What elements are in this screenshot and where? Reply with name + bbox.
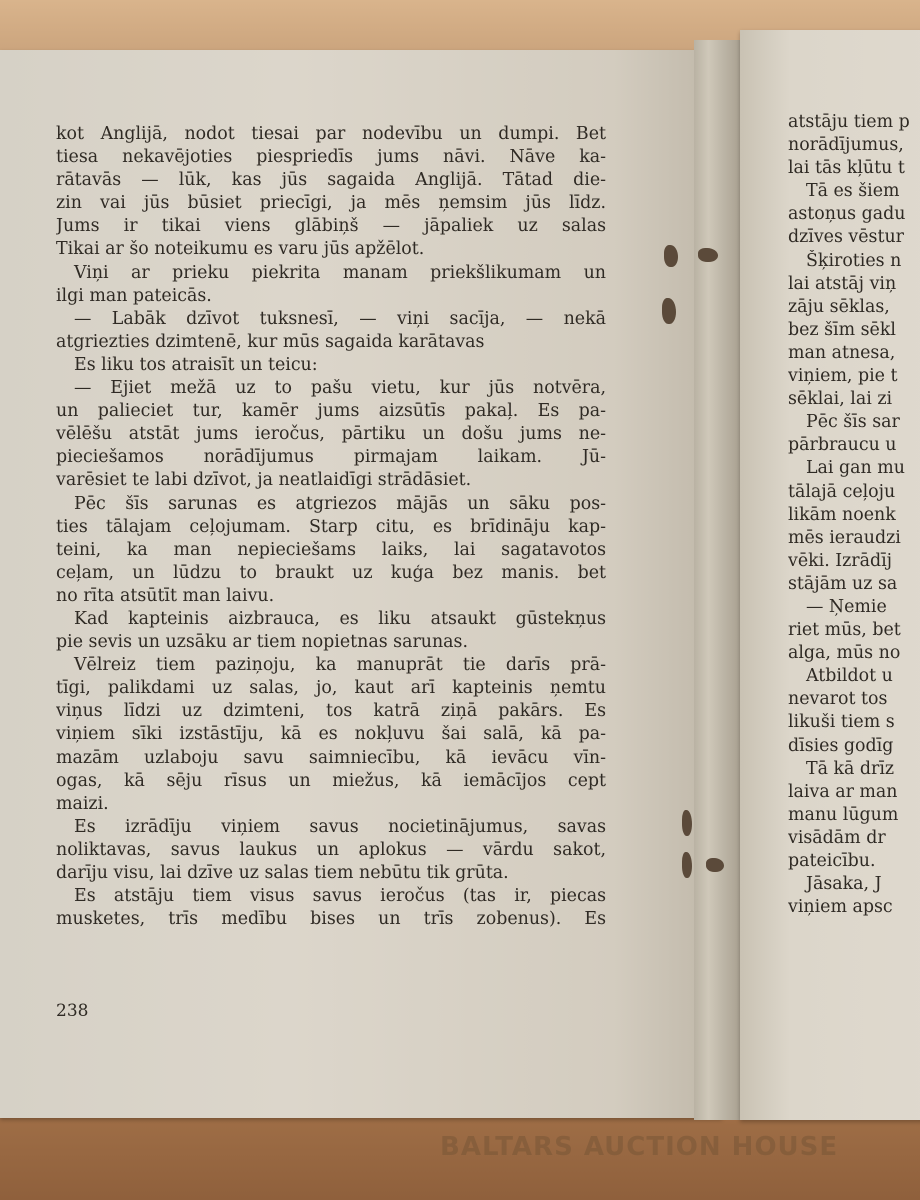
text-line: mazām uzlaboju savu saimniecību, kā ievācu vīn- bbox=[56, 747, 606, 768]
text-line: astoņus gadu bbox=[788, 204, 906, 225]
page-number: 238 bbox=[56, 1001, 89, 1021]
text-line: tiesa nekavējoties piespriedīs jums nāvi. Nāve ka- bbox=[56, 147, 606, 168]
text-line: Pēc šīs sarunas es atgriezos mājās un sāku pos- bbox=[74, 493, 606, 514]
text-line: ogas, kā sēju rīsus un miežus, kā iemācījos cept bbox=[56, 770, 606, 791]
book-spine-gutter bbox=[694, 40, 742, 1120]
text-line: vēlēšu atstāt jums ieročus, pārtiku un došu jums ne- bbox=[56, 424, 606, 445]
binding-tear bbox=[664, 245, 678, 267]
text-line: vēki. Izrādīj bbox=[788, 550, 893, 571]
text-line: Es izrādīju viņiem savus nocietinājumus, savas bbox=[74, 816, 606, 837]
text-line: viņus līdzi uz dzimteni, tos katrā ziņā pakārs. Es bbox=[56, 701, 606, 722]
text-line: pie sevis un uzsāku ar tiem nopietnas sarunas. bbox=[56, 632, 468, 653]
text-line: rātavās — lūk, kas jūs sagaida Anglijā. Tātad die- bbox=[56, 170, 606, 191]
binding-tear bbox=[698, 248, 718, 262]
text-line: dīsies godīg bbox=[788, 735, 894, 756]
text-line: zāju sēklas, bbox=[788, 296, 890, 317]
text-line: atstāju tiem p bbox=[788, 112, 910, 132]
text-line: kot Anglijā, nodot tiesai par nodevību un dumpi. Bet bbox=[56, 124, 606, 144]
binding-tear bbox=[682, 810, 692, 836]
text-line: — Labāk dzīvot tuksnesī, — viņi sacīja, — nekā bbox=[74, 308, 606, 329]
text-line: Es atstāju tiem visus savus ieročus (tas ir, piecas bbox=[74, 886, 606, 907]
text-line: teini, ka man nepieciešams laiks, lai sagatavotos bbox=[56, 539, 606, 560]
text-line: tālajā ceļoju bbox=[788, 481, 896, 502]
text-line: likuši tiem s bbox=[788, 712, 895, 733]
right-page-text bbox=[788, 111, 920, 919]
text-line: Šķiroties n bbox=[806, 250, 902, 271]
text-line: Kad kapteinis aizbrauca, es liku atsaukt gūstekņus bbox=[74, 608, 606, 629]
binding-tear bbox=[706, 858, 724, 872]
text-line: pieciešamos norādījumus pirmajam laikam. Jū- bbox=[56, 447, 606, 468]
text-line: tīgi, palikdami uz salas, jo, kaut arī kapteinis ņemtu bbox=[56, 678, 606, 699]
binding-tear bbox=[662, 298, 676, 324]
text-line: alga, mūs no bbox=[788, 643, 901, 664]
binding-tear bbox=[682, 852, 692, 878]
text-line: dzīves vēstur bbox=[788, 227, 904, 248]
text-line: darīju visu, lai dzīve uz salas tiem nebūtu tik grūta. bbox=[56, 863, 509, 883]
text-line: un palieciet tur, kamēr jums aizsūtīs pakaļ. Es pa- bbox=[56, 401, 606, 422]
text-line: Es liku tos atraisīt un teicu: bbox=[74, 354, 318, 375]
text-line: lai tās kļūtu t bbox=[788, 158, 905, 179]
text-line: sēklai, lai zi bbox=[788, 389, 893, 410]
text-line: viņiem, pie t bbox=[788, 366, 898, 387]
text-line: riet mūs, bet bbox=[788, 620, 901, 641]
text-line: mēs ieraudzi bbox=[788, 527, 901, 548]
text-line: Jums ir tikai viens glābiņš — jāpaliek uz salas bbox=[56, 216, 606, 237]
text-line: musketes, trīs medību bises un trīs zobenus). Es bbox=[56, 909, 606, 930]
text-line: noliktavas, savus laukus un aplokus — vārdu sakot, bbox=[56, 839, 606, 860]
text-line: ties tālajam ceļojumam. Starp citu, es brīdināju kap- bbox=[56, 516, 606, 537]
text-line: varēsiet te labi dzīvot, ja neatlaidīgi strādāsiet. bbox=[56, 470, 472, 491]
text-line: Atbildot u bbox=[806, 666, 893, 687]
text-line: — Ņemie bbox=[806, 596, 887, 617]
text-line: bez šīm sēkl bbox=[788, 319, 896, 340]
text-line: ceļam, un lūdzu to braukt uz kuģa bez manis. bet bbox=[56, 562, 606, 583]
left-page-text bbox=[56, 123, 606, 931]
text-line: Viņi ar prieku piekrita manam priekšlikumam un bbox=[74, 262, 606, 283]
text-line: pateicību. bbox=[788, 851, 876, 871]
text-line: visādām dr bbox=[788, 827, 886, 848]
text-line: Tikai ar šo noteikumu es varu jūs apžēlot. bbox=[56, 239, 425, 260]
text-line: Vēlreiz tiem paziņoju, ka manuprāt tie darīs prā- bbox=[74, 655, 606, 676]
text-line: pārbraucu u bbox=[788, 435, 897, 456]
text-line: likām noenk bbox=[788, 504, 896, 525]
text-line: Lai gan mu bbox=[806, 458, 905, 479]
text-line: Pēc šīs sar bbox=[806, 412, 900, 433]
text-line: Jāsaka, J bbox=[806, 874, 882, 895]
text-line: Tā kā drīz bbox=[806, 758, 895, 779]
text-line: manu lūgum bbox=[788, 804, 899, 825]
text-line: zin vai jūs būsiet priecīgi, ja mēs ņemsim jūs līdz. bbox=[56, 193, 606, 214]
text-line: viņiem apsc bbox=[788, 897, 893, 918]
text-line: viņiem sīki izstāstīju, kā es nokļuvu šai salā, kā pa- bbox=[56, 724, 606, 745]
text-line: lai atstāj viņ bbox=[788, 273, 897, 294]
text-line: nevarot tos bbox=[788, 689, 888, 710]
text-line: norādījumus, bbox=[788, 135, 904, 156]
text-line: ilgi man pateicās. bbox=[56, 285, 212, 306]
text-line: man atnesa, bbox=[788, 342, 896, 363]
text-line: atgriezties dzimtenē, kur mūs sagaida karātavas bbox=[56, 331, 485, 352]
text-line: — Ejiet mežā uz to pašu vietu, kur jūs notvēra, bbox=[74, 378, 606, 399]
text-line: laiva ar man bbox=[788, 781, 898, 802]
text-line: no rīta atsūtīt man laivu. bbox=[56, 585, 275, 606]
text-line: maizi. bbox=[56, 793, 109, 814]
text-line: Tā es šiem bbox=[806, 181, 900, 202]
text-line: stājām uz sa bbox=[788, 573, 898, 594]
watermark: BALTARS AUCTION HOUSE bbox=[440, 1132, 839, 1162]
